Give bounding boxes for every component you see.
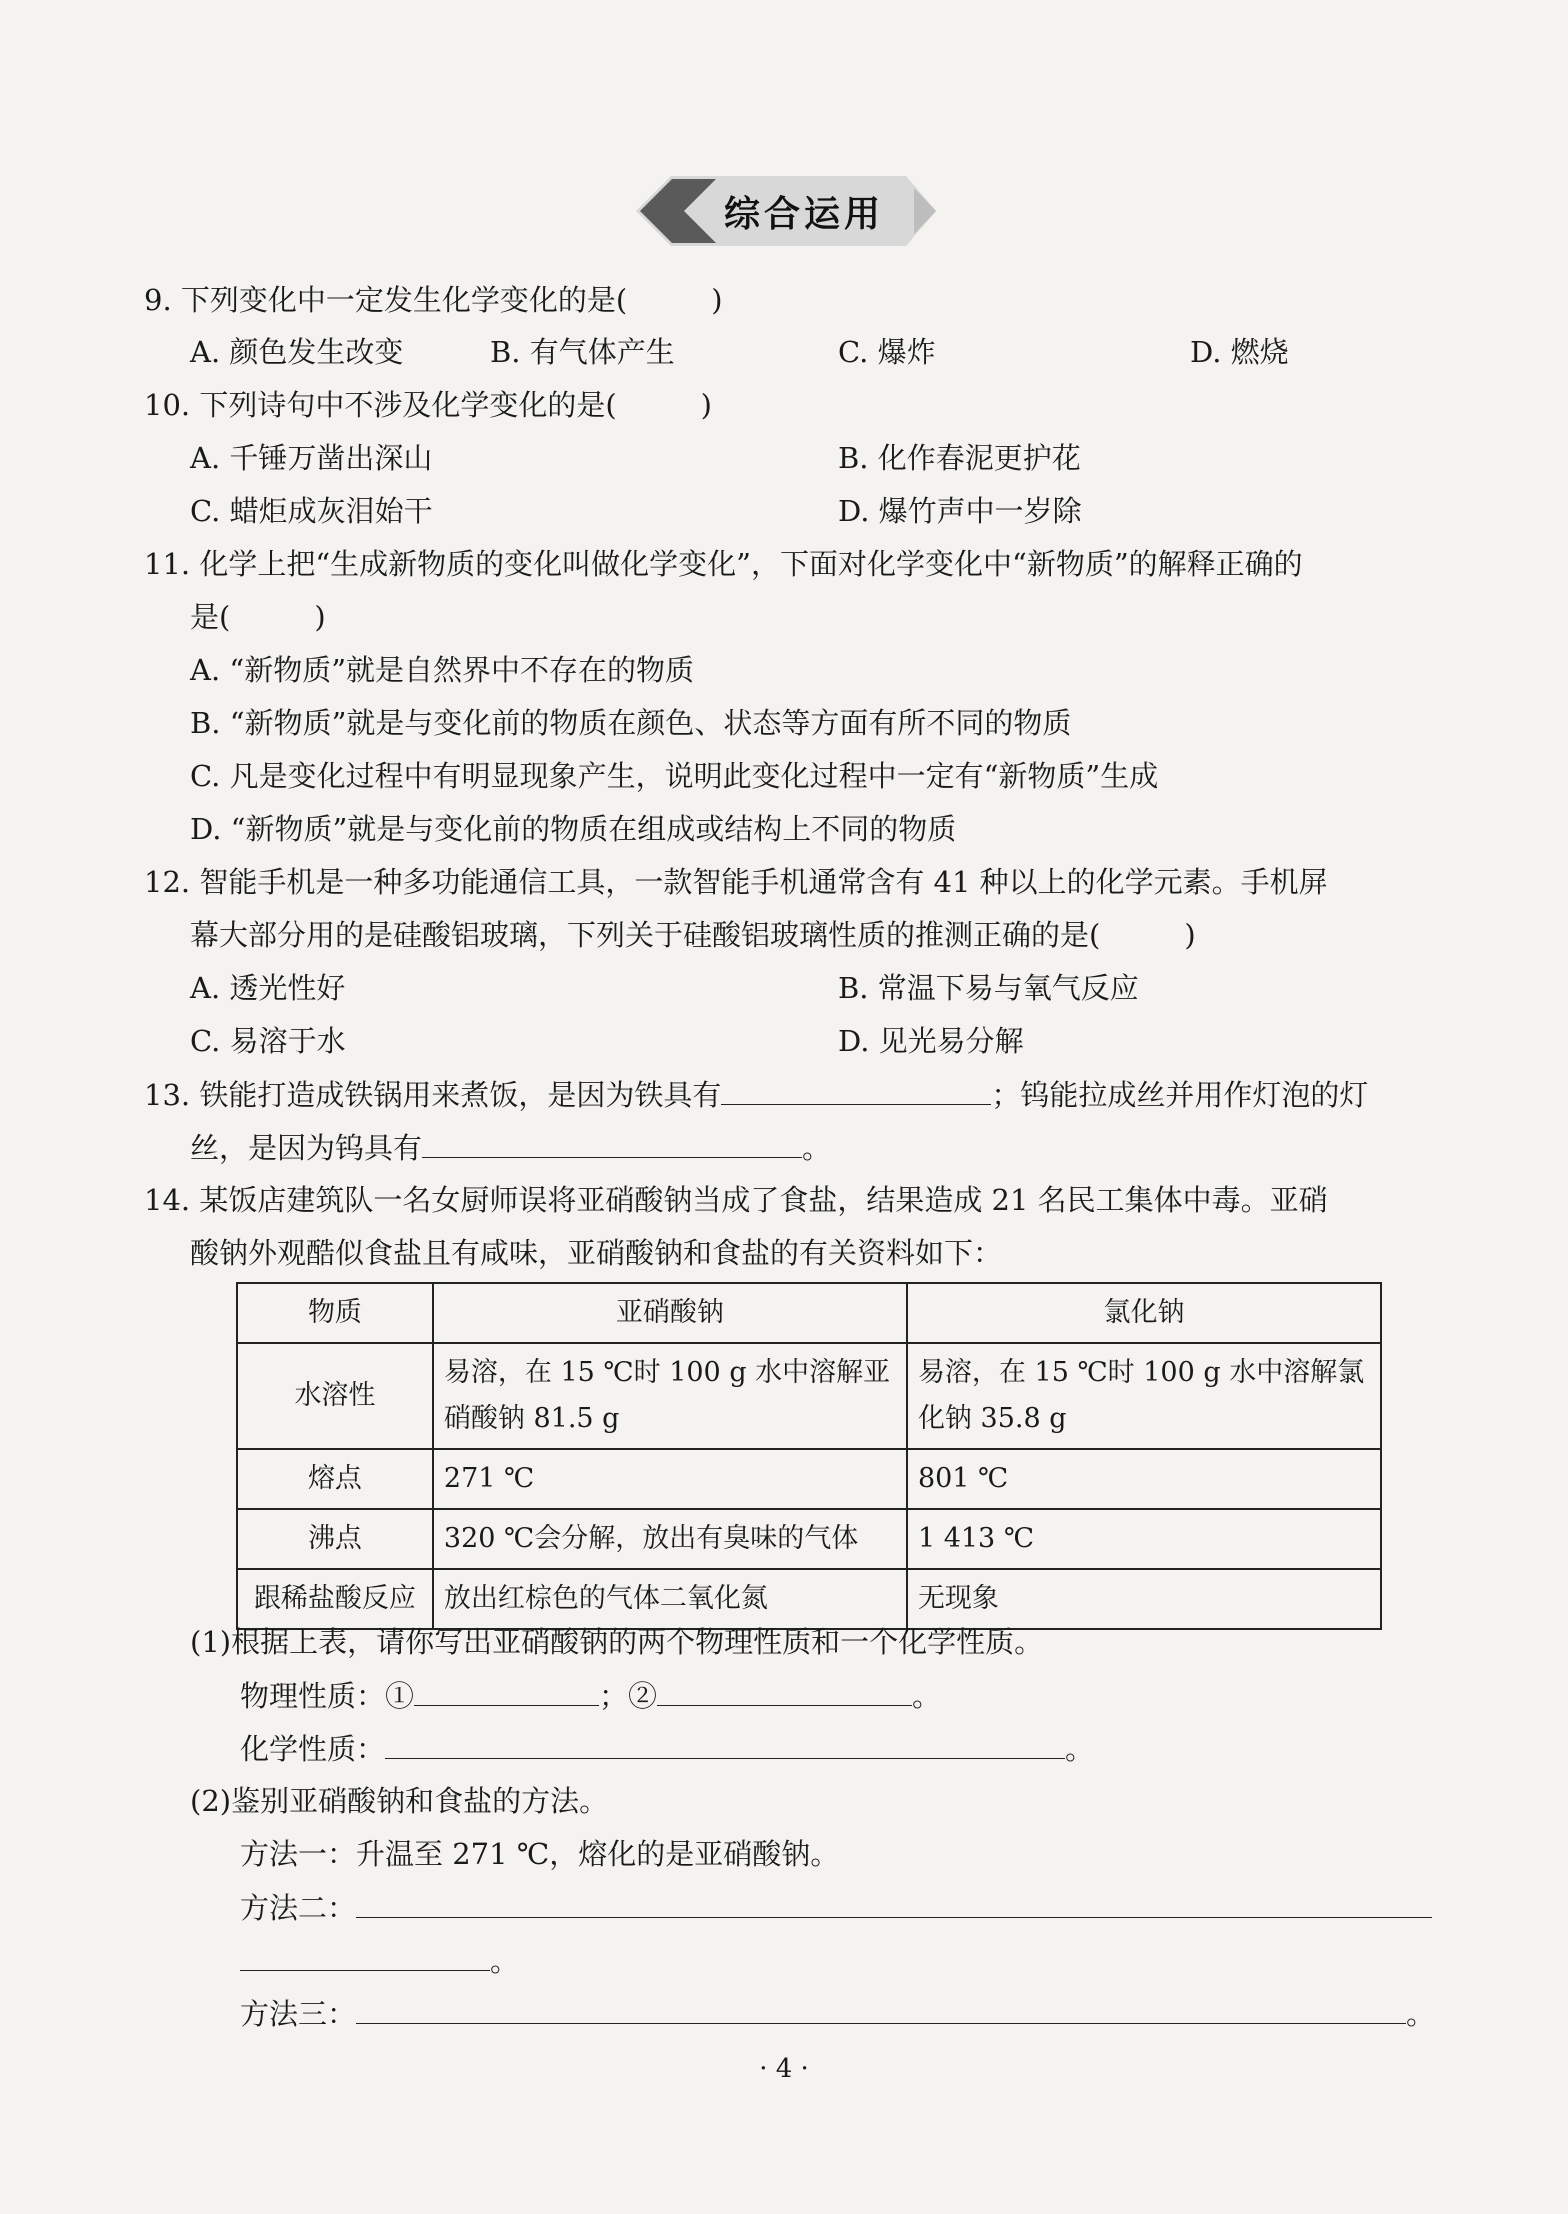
q11-stem-line1: 11. 化学上把“生成新物质的变化叫做化学变化”，下面对化学变化中“新物质”的解释正确的 (144, 547, 1303, 581)
table-cell: 沸点 (237, 1509, 433, 1569)
method-three-blank[interactable] (356, 1993, 1406, 2024)
method-two-blank-cont[interactable] (240, 1940, 490, 1971)
chemical-blank[interactable] (385, 1728, 1065, 1759)
q10-answer-paren[interactable]: ) (700, 388, 712, 422)
table-header-row (237, 1283, 1381, 1343)
table-cell: 无现象 (907, 1569, 1381, 1629)
table-cell: 放出红棕色的气体二氧化氮 (433, 1569, 907, 1629)
q12-option-d[interactable]: D. 见光易分解 (838, 1024, 1024, 1058)
q11-stem2-text: 是( (190, 600, 231, 634)
q10-option-d[interactable]: D. 爆竹声中一岁除 (838, 494, 1082, 528)
table-row (237, 1569, 1381, 1629)
q9-option-a[interactable]: A. 颜色发生改变 (190, 335, 404, 369)
q11-answer-paren[interactable]: ) (314, 600, 326, 634)
table-row (237, 1343, 1381, 1449)
method-two-label: 方法二： (240, 1891, 357, 1925)
table-header-cell: 氯化钠 (907, 1283, 1381, 1343)
q9-option-d[interactable]: D. 燃烧 (1190, 335, 1289, 369)
q13-blank-tungsten[interactable] (422, 1127, 802, 1158)
q9-option-b[interactable]: B. 有气体产生 (490, 335, 675, 369)
table-cell: 易溶，在 15 ℃时 100 g 水中溶解亚硝酸钠 81.5 g (433, 1343, 907, 1449)
q14-part1-prompt: (1)根据上表，请你写出亚硝酸钠的两个物理性质和一个化学性质。 (190, 1625, 1044, 1659)
method-three-end: 。 (1406, 1997, 1436, 2031)
method-two-continuation (240, 1940, 519, 1981)
chemical-end: 。 (1065, 1732, 1095, 1766)
q12-stem-line1: 12. 智能手机是一种多功能通信工具，一款智能手机通常含有 41 种以上的化学元素。手机屏 (144, 865, 1328, 899)
physical-label: 物理性质：① (240, 1679, 415, 1713)
q10-option-c[interactable]: C. 蜡炬成灰泪始干 (190, 494, 433, 528)
table-cell: 水溶性 (237, 1343, 433, 1449)
q11-stem-line2 (190, 597, 326, 637)
q11-option-d[interactable]: D. “新物质”就是与变化前的物质在组成或结构上不同的物质 (190, 812, 957, 846)
q10-option-b[interactable]: B. 化作春泥更护花 (838, 441, 1081, 475)
table-cell: 271 ℃ (433, 1449, 907, 1509)
physical-end: 。 (912, 1679, 942, 1713)
q10-option-a[interactable]: A. 千锤万凿出深山 (190, 441, 433, 475)
physical-separator: ；② (599, 1679, 658, 1713)
q9-answer-paren[interactable]: ) (711, 283, 723, 317)
method-three-line (240, 1993, 1435, 2034)
q13-part1: 13. 铁能打造成铁锅用来煮饭，是因为铁具有 (144, 1078, 722, 1112)
q14-chemical-line (240, 1728, 1094, 1769)
q12-option-b[interactable]: B. 常温下易与氧气反应 (838, 971, 1139, 1005)
q12-option-a[interactable]: A. 透光性好 (190, 971, 346, 1005)
table-cell: 易溶，在 15 ℃时 100 g 水中溶解氯化钠 35.8 g (907, 1343, 1381, 1449)
q12-answer-paren[interactable]: ) (1184, 918, 1196, 952)
table-cell: 1 413 ℃ (907, 1509, 1381, 1569)
q9-option-c[interactable]: C. 爆炸 (838, 335, 936, 369)
method-two-end: 。 (490, 1944, 520, 1978)
q11-option-a[interactable]: A. “新物质”就是自然界中不存在的物质 (190, 653, 695, 687)
table-row (237, 1449, 1381, 1509)
q13-line2 (190, 1127, 831, 1168)
method-one: 方法一：升温至 271 ℃，熔化的是亚硝酸钠。 (240, 1837, 840, 1871)
q10-stem (144, 385, 712, 425)
q14-part2-prompt: (2)鉴别亚硝酸钠和食盐的方法。 (190, 1784, 609, 1818)
q9-stem (144, 280, 723, 320)
properties-table (236, 1282, 1382, 1630)
q13-part3: 丝，是因为钨具有 (190, 1131, 423, 1165)
table-cell: 320 ℃会分解，放出有臭味的气体 (433, 1509, 907, 1569)
section-title: 综合运用 (724, 194, 885, 235)
page-number: · 4 · (759, 2054, 809, 2084)
q11-option-c[interactable]: C. 凡是变化过程中有明显现象产生，说明此变化过程中一定有“新物质”生成 (190, 759, 1159, 793)
q14-physical-line (240, 1675, 941, 1716)
q12-option-c[interactable]: C. 易溶于水 (190, 1024, 346, 1058)
q13-part2: ；钨能拉成丝并用作灯泡的灯 (991, 1078, 1369, 1112)
q14-stem-line1: 14. 某饭店建筑队一名女厨师误将亚硝酸钠当成了食盐，结果造成 21 名民工集体中毒。亚硝 (144, 1183, 1328, 1217)
method-two-blank[interactable] (356, 1887, 1432, 1918)
q13-line1 (144, 1074, 1368, 1115)
physical-blank-1[interactable] (414, 1675, 599, 1706)
q14-stem-line2: 酸钠外观酷似食盐且有咸味，亚硝酸钠和食盐的有关资料如下： (190, 1236, 1003, 1270)
q10-stem-text: 10. 下列诗句中不涉及化学变化的是( (144, 388, 617, 422)
table-header-cell: 物质 (237, 1283, 433, 1343)
table-row (237, 1509, 1381, 1569)
table-header-cell: 亚硝酸钠 (433, 1283, 907, 1343)
q11-option-b[interactable]: B. “新物质”就是与变化前的物质在颜色、状态等方面有所不同的物质 (190, 706, 1072, 740)
q12-stem2-text: 幕大部分用的是硅酸铝玻璃，下列关于硅酸铝玻璃性质的推测正确的是( (190, 918, 1101, 952)
table-cell: 801 ℃ (907, 1449, 1381, 1509)
chemical-label: 化学性质： (240, 1732, 386, 1766)
q12-stem-line2 (190, 915, 1196, 955)
method-three-label: 方法三： (240, 1997, 357, 2031)
method-two-line (240, 1887, 1432, 1928)
q13-end: 。 (802, 1131, 832, 1165)
q13-blank-iron[interactable] (721, 1074, 991, 1105)
physical-blank-2[interactable] (657, 1675, 912, 1706)
table-cell: 跟稀盐酸反应 (237, 1569, 433, 1629)
q9-stem-text: 9. 下列变化中一定发生化学变化的是( (144, 283, 628, 317)
table-cell: 熔点 (237, 1449, 433, 1509)
